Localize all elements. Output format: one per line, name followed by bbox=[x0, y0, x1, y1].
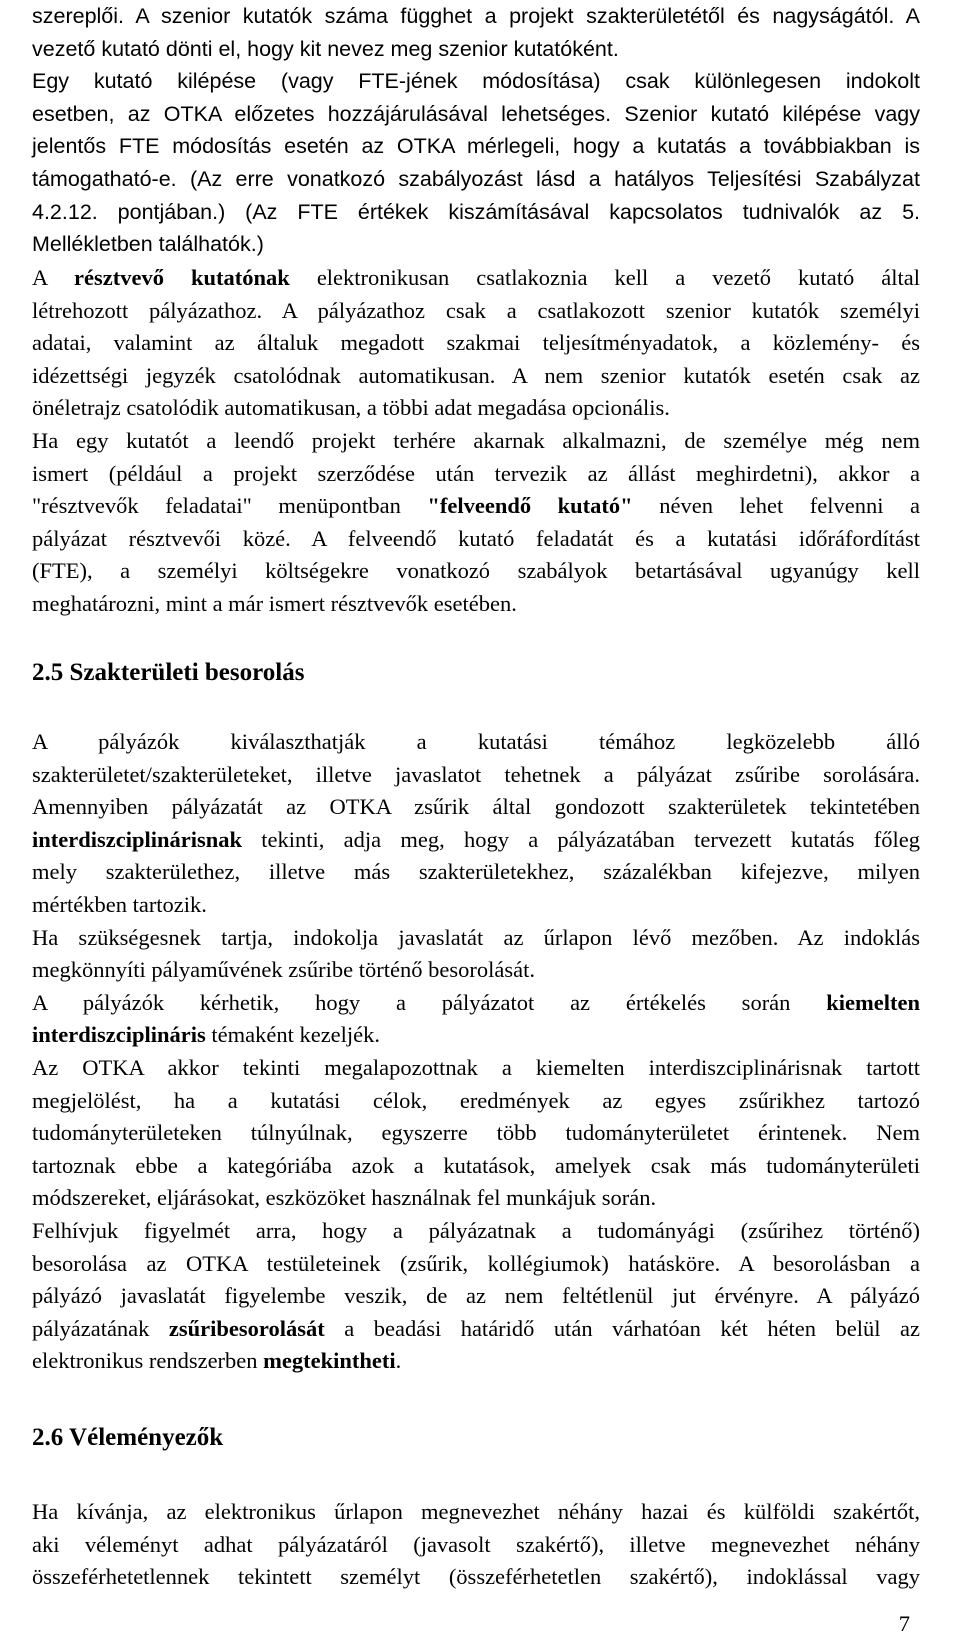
text-line: Egy kutató kilépése (vagy FTE-jének módosítása) csak különlegesen indokolt bbox=[32, 69, 920, 94]
text-line: összeférhetetlennek tekintett személyt (összeférhetetlen szakértő), indoklással vagy bbox=[32, 1564, 920, 1590]
text-line bbox=[32, 1019, 920, 1052]
text-run: A bbox=[32, 265, 75, 290]
text-run: témaként kezeljék. bbox=[205, 1022, 381, 1048]
section-heading-2-6: 2.6 Véleményezők bbox=[32, 1424, 224, 1451]
text-line: 4.2.12. pontjában.) (Az FTE értékek kiszámításával kapcsolatos tudnivalók az 5. bbox=[32, 199, 920, 224]
text-line: Ha kívánja, az elektronikus űrlapon megnevezhet néhány hazai és külföldi szakértőt, bbox=[32, 1499, 920, 1524]
text-line bbox=[32, 262, 920, 295]
text-line: szereplői. A szenior kutatók száma függhet a projekt szakterületétől és nagyságától. A bbox=[32, 4, 920, 28]
text-run: a beadási határidő után várhatóan két héten belül az bbox=[324, 1315, 920, 1341]
text-line: pályázó javaslatát figyelembe veszik, de az nem feltétlenül jut érvényre. A pályázó bbox=[32, 1283, 920, 1309]
text-line: támogatható-e. (Az erre vonatkozó szabályozást lásd a hatályos Teljesítési Szabályzat bbox=[32, 166, 920, 191]
text-run: elektronikusan csatlakoznia kell a vezető kutató által bbox=[289, 265, 920, 290]
text-line: A pályázók kiválaszthatják a kutatási témához legközelebb álló bbox=[32, 729, 920, 754]
text-run: elektronikus rendszerben bbox=[32, 1348, 264, 1374]
text-line: módszereket, eljárásokat, eszközöket használnak fel munkájuk során. bbox=[32, 1185, 657, 1211]
text-line bbox=[32, 490, 920, 523]
paragraph-senior-researchers bbox=[32, 0, 920, 261]
text-line bbox=[32, 1313, 920, 1346]
paragraph-future-researcher bbox=[32, 425, 920, 621]
text-line: mely szakterülethez, illetve más szakterületekhez, százalékban kifejezve, milyen bbox=[32, 859, 920, 885]
text-run: A pályázók kérhetik, hogy a pályázatot az értékelés során bbox=[32, 989, 827, 1015]
text-line: pályázat résztvevői közé. A felveendő kutató feladatát és a kutatási időráfordítást bbox=[32, 525, 920, 551]
text-line: (FTE), a személyi költségekre vonatkozó szabályok betartásával ugyanúgy kell bbox=[32, 558, 920, 584]
bold-term: megtekintheti bbox=[263, 1348, 396, 1374]
bold-term: résztvevő kutatónak bbox=[74, 265, 290, 290]
bold-term: interdiszciplináris bbox=[32, 1022, 206, 1048]
text-line: megkönnyíti pályaművének zsűribe történő besorolását. bbox=[32, 957, 535, 983]
text-line: meghatározni, mint a már ismert résztvevők esetében. bbox=[32, 590, 517, 616]
text-line: mértékben tartozik. bbox=[32, 891, 207, 917]
text-line: szakterületet/szakterületeket, illetve javaslatot tehetnek a pályázat zsűribe sorolására. bbox=[32, 761, 920, 787]
section-heading-2-5: 2.5 Szakterületi besorolás bbox=[32, 659, 305, 686]
text-line: Az OTKA akkor tekinti megalapozottnak a kiemelten interdiszciplinárisnak tartott bbox=[32, 1054, 920, 1080]
bold-term: interdiszciplinárisnak bbox=[32, 826, 243, 852]
text-line bbox=[32, 987, 920, 1020]
text-line: ismert (például a projekt szerződése után tervezik az állást meghirdetni), akkor a bbox=[32, 460, 920, 486]
text-line: besorolása az OTKA testületeinek (zsűrik, kollégiumok) hatásköre. A besorolásban a bbox=[32, 1250, 920, 1276]
paragraph-reviewers bbox=[32, 1496, 920, 1594]
text-line: megjelölést, ha a kutatási célok, eredmények az egyes zsűrikhez tartozó bbox=[32, 1087, 920, 1113]
text-run: néven lehet felvenni a bbox=[632, 493, 921, 519]
text-line: vezető kutató dönti el, hogy kit nevez meg szenior kutatóként. bbox=[32, 36, 619, 61]
text-line: Ha szükségesnek tartja, indokolja javaslatát az űrlapon lévő mezőben. Az indoklás bbox=[32, 924, 920, 950]
text-run: tekinti, adja meg, hogy a pályázatában tervezett kutatás főleg bbox=[242, 826, 920, 852]
text-run: "résztvevők feladatai" menüpontban bbox=[32, 493, 428, 519]
text-line: tudományterületeken túlnyúlnak, egyszerre több tudományterületet érintenek. Nem bbox=[32, 1120, 920, 1146]
paragraph-participant-researcher bbox=[32, 262, 920, 425]
text-line bbox=[32, 1345, 920, 1378]
text-line: idézettségi jegyzék csatolódnak automatikusan. A nem szenior kutatók esetén csak az bbox=[32, 362, 920, 388]
text-line: tartoznak ebbe a kategóriába azok a kutatások, amelyek csak más tudományterületi bbox=[32, 1152, 920, 1178]
text-run: pályázatának bbox=[32, 1315, 169, 1341]
page-number: 7 bbox=[898, 1611, 910, 1636]
text-run: . bbox=[395, 1348, 402, 1374]
text-line: Mellékletben találhatók.) bbox=[32, 232, 264, 257]
text-line: Amennyiben pályázatát az OTKA zsűrik által gondozott szakterületek tekintetében bbox=[32, 794, 920, 820]
text-line: esetben, az OTKA előzetes hozzájárulásával lehetséges. Szenior kutató kilépése vagy bbox=[32, 101, 920, 126]
paragraph-field-classification bbox=[32, 726, 920, 1378]
text-line: jelentős FTE módosítás esetén az OTKA mérlegeli, hogy a kutatás a továbbiakban is bbox=[32, 134, 920, 159]
text-line: aki véleményt adhat pályázatáról (javasolt szakértő), illetve megnevezhet néhány bbox=[32, 1531, 920, 1557]
bold-term: zsűribesorolását bbox=[168, 1315, 325, 1341]
bold-term: kiemelten bbox=[826, 989, 920, 1015]
text-line: önéletrajz csatolódik automatikusan, a többi adat megadása opcionális. bbox=[32, 395, 670, 421]
text-line: adatai, valamint az általuk megadott szakmai teljesítményadatok, a közlemény- és bbox=[32, 330, 920, 356]
text-line: Ha egy kutatót a leendő projekt terhére akarnak alkalmazni, de személye még nem bbox=[32, 428, 920, 453]
text-line: Felhívjuk figyelmét arra, hogy a pályázatnak a tudományági (zsűrihez történő) bbox=[32, 1217, 920, 1243]
text-line: létrehozott pályázathoz. A pályázathoz csak a csatlakozott szenior kutatók személyi bbox=[32, 297, 920, 323]
bold-term: "felveendő kutató" bbox=[427, 493, 633, 519]
text-line bbox=[32, 824, 920, 857]
